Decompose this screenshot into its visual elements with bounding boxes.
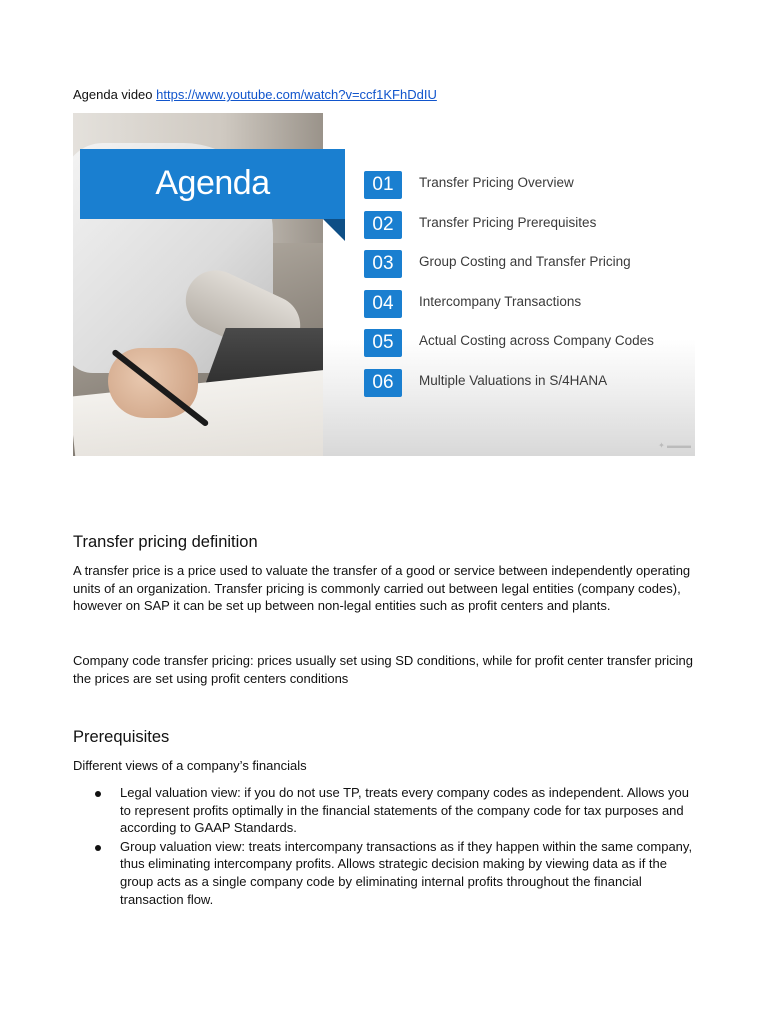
agenda-item-number: 01 <box>364 171 402 199</box>
section-heading-prerequisites: Prerequisites <box>73 728 170 746</box>
agenda-item <box>364 329 684 369</box>
agenda-item-label: Transfer Pricing Overview <box>419 175 574 190</box>
slide-title: Agenda <box>155 164 270 202</box>
bullet-icon <box>95 791 101 797</box>
agenda-item <box>364 250 684 290</box>
views-list <box>73 784 703 909</box>
agenda-item-number: 05 <box>364 329 402 357</box>
agenda-item-number: 06 <box>364 369 402 397</box>
agenda-item-number: 03 <box>364 250 402 278</box>
agenda-video-line <box>73 86 437 104</box>
section-heading-transfer-pricing: Transfer pricing definition <box>73 533 258 551</box>
list-item-text: Legal valuation view: if you do not use TP, treats every company codes as independent. Allows you to represent profits optimally in the financial statements of the company code for tax purposes and according to GAAP Standards. <box>120 785 689 836</box>
agenda-item-number: 02 <box>364 211 402 239</box>
banner-fold <box>323 219 345 241</box>
slide-logo-icon: ✦ ▬▬▬ <box>658 441 691 450</box>
list-item-text: Group valuation view: treats intercompany transactions as if they happen within the same company, thus eliminating intercompany profits. Allows strategic decision making by viewing data as if the group acts as a single company code by eliminating internal profits throughout the financial transaction flow. <box>120 838 693 907</box>
definition-paragraph: A transfer price is a price used to valuate the transfer of a good or service between independently operating units of an organization. Transfer pricing is commonly carried out between legal entities (company codes), however on SAP it can be set up between non-legal entities such as profit centers and plants. <box>73 563 691 613</box>
bullet-icon <box>95 845 101 851</box>
agenda-item-label: Transfer Pricing Prerequisites <box>419 214 597 230</box>
agenda-item-label: Intercompany Transactions <box>419 293 582 309</box>
agenda-item <box>364 171 684 211</box>
agenda-items <box>364 171 684 408</box>
agenda-title-banner <box>80 149 345 219</box>
agenda-item-number: 04 <box>364 290 402 318</box>
agenda-video-label: Agenda video <box>73 87 153 102</box>
agenda-item <box>364 211 684 251</box>
agenda-video-link[interactable]: https://www.youtube.com/watch?v=ccf1KFhDdIU <box>156 87 437 102</box>
agenda-item <box>364 290 684 330</box>
list-item <box>73 784 703 837</box>
agenda-item-label: Actual Costing across Company Codes <box>419 333 654 348</box>
company-code-paragraph: Company code transfer pricing: prices usually set using SD conditions, while for profit center transfer pricing the prices are set using profit centers conditions <box>73 653 693 686</box>
agenda-item <box>364 369 684 409</box>
agenda-item-label: Multiple Valuations in S/4HANA <box>419 372 608 388</box>
agenda-slide-image <box>73 113 695 456</box>
prerequisites-intro: Different views of a company’s financials <box>73 758 307 773</box>
agenda-item-label: Group Costing and Transfer Pricing <box>419 254 631 269</box>
list-item <box>73 838 703 908</box>
